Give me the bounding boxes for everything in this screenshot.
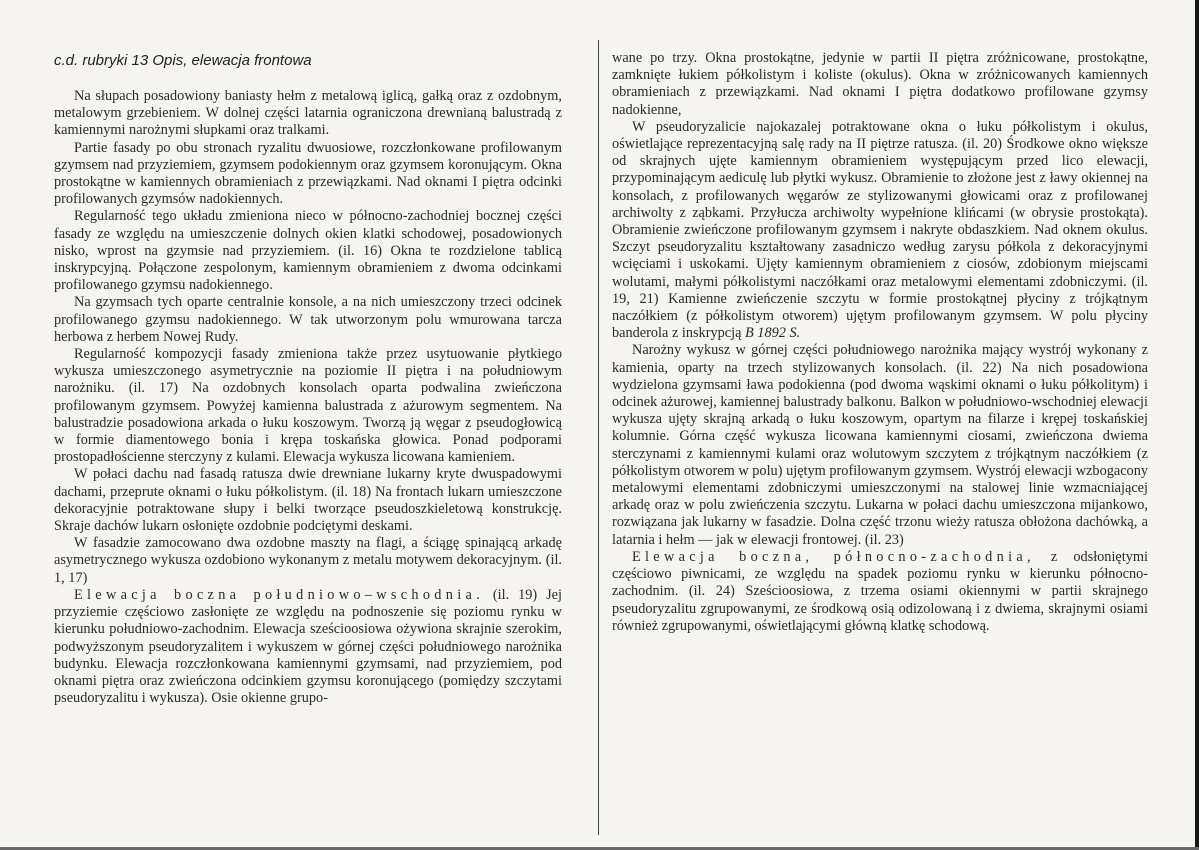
paragraph-text: W połaci dachu nad fasadą ratusza dwie drewniane lukarny kryte dwuspadowymi dachami, przeprute oknami o łuku półkolistym. (il. 18) Na frontach lukarn umieszczone dekoracyjnie potraktowane słupy i belki tworzące pseudoszkieletową konstrukcję. Skraje dachów lukarn osłonięte ozdobnie podciętymi deskami. bbox=[54, 466, 562, 535]
paragraph bbox=[612, 549, 1148, 635]
paragraph-text: (il. 19) Jej przyziemie częściowo zasłonięte ze względu na podnoszenie się poziomu rynku w kierunku południowo-zachodnim. Elewacja sześcioosiowa ożywiona skrajnie szerokim, podwyższonym pseudoryzalitem i wykuszem w górnej części południowego narożnika budynku. Elewacja rozczłonkowana kamiennymi gzymsami, nad przyziemiem, pod oknami piętra oraz zwieńczona odcinkiem gzymsu koronującego (pomiędzy szczytami pseudoryzalitu i wykusza). Osie okienne grupo- bbox=[54, 586, 562, 707]
elevation-heading: Elewacja boczna południowo–wschodnia. bbox=[74, 586, 484, 603]
page-edge-right bbox=[1195, 0, 1199, 850]
left-column-body bbox=[54, 88, 562, 707]
paragraph-text: wane po trzy. Okna prostokątne, jedynie w partii II piętra zróżnicowane, prostokątne, zamknięte łukiem półkolistym i koliste (okulus). Okna w zróżnicowanych kamiennych obramieniach z przewiązkami. Nad oknami I piętra dodatkowo profilowane gzymsy nadokienne, bbox=[612, 50, 1148, 118]
paragraph bbox=[54, 346, 562, 466]
paragraph-text: Regularność kompozycji fasady zmieniona także przez usytuowanie płytkiego wykusza umieszczonego asymetrycznie na poziomie II piętra i na południowym narożniku. (il. 17) Na ozdobnych konsolach oparta podwalina zwieńczona profilowanym gzymsem. Powyżej kamienna balustrada z ażurowym segmentem. Na balustradzie posadowiona arkada o łuku koszowym. Tworzą ją węgar z pseudogłowicą w formie diamentowego bonia i krępa toskańska głowica. Ponad podporami prostopadłościenne sterczyny z kulami. Elewacja wykusza licowana kamieniem. bbox=[54, 346, 562, 466]
paragraph bbox=[612, 119, 1148, 343]
inscription-text: B 1892 S. bbox=[745, 325, 801, 342]
left-column bbox=[54, 52, 562, 707]
paragraph-text: Narożny wykusz w górnej części południowego narożnika mający wystrój wykonany z kamienia, oparty na trzech stylizowanych konsolach. (il. 22) Na nich posadowiona wydzielona gzymsami ława podokienna (pod dwoma wąskimi oknami o łuku półkolitym) i odcinek ażurowej, kamiennej balustrady balkonu. Balkon w południowo-wschodniej elewacji wykusza ujęty skrajną arkadą o łuku koszowym, opartym na filarze i krępej toskańskiej kolumnie. Górna część wykusza licowana kamiennymi ciosami, zwieńczona dwiema sterczynami z kamiennymi kulami oraz wolutowym szczytem z trójkątnym naczółkiem (z półkolistym otworem w polu) ujętym profilowanym gzymsem. Wystrój elewacji wzbogacony metalowymi elementami zdobniczymi umieszczonymi na stalowej linie wzmacniającej arkadę oraz w polu zwieńczenia szczytu. Lukarna w połaci dachu umieszczona mijankowo, rozwiązana jak lukarny w fasadzie. Dolna część trzonu wieży ratusza obłożona dachówką, a latarnia i hełm — jak w elewacji frontowej. (il. 23) bbox=[612, 342, 1148, 548]
paragraph bbox=[54, 535, 562, 587]
paragraph bbox=[54, 140, 562, 209]
paragraph bbox=[612, 342, 1148, 548]
paragraph-text: W pseudoryzalicie najokazalej potraktowane okna o łuku półkolistym i okulus, oświetlające reprezentacyjną salę rady na II piętrze ratusza. (il. 20) Środkowe okno większe od skrajnych ujęte kamiennym obramieniem występującym przed lico elewacji, przypominającym aediculę lub płytki wykusz. Obramienie to złożone jest z ławy okiennej na konsolach, z profilowanych węgarów ze stylizowanymi głowicami oraz z profilowanej archiwolty z ząbkami. Przyłucza archiwolty wypełnione klińcami (w obrysie prostokąta). Obramienie zwieńczone profilowanym gzymsem i nakryte obdaszkiem. Nad oknem okulus. Szczyt pseudoryzalitu kształtowany zasadniczo według zarysu półkola z dekoracyjnymi wcięciami i uskokami. Ujęty kamiennym obramieniem z ciosów, zdobionym miejscami wolutami, małymi półkolistymi naczółkami oraz metalowymi elementami zdobniczymi. (il. 19, 21) Kamienne zwieńczenie szczytu w formie prostokątnej płyciny z trójkątnym naczółkiem (z półkolistym otworem) ujętym profilowanym gzymsem. W polu płyciny banderola z inskrypcją bbox=[612, 118, 1148, 342]
paragraph-text: Regularność tego układu zmieniona nieco w północno-zachodniej bocznej części fasady ze względu na umieszczenie dolnych okien klatki schodowej, posadowionych nisko, wprost na gzymsie nad przyziemiem. (il. 16) Okna te rozdzielone tablicą inskrypcyjną. Połączone zespolonym, kamiennym obramieniem z dwoma odcinkami profilowanego gzymsu nadokiennego. bbox=[54, 208, 562, 294]
paragraph-text: Partie fasady po obu stronach ryzalitu dwuosiowe, rozczłonkowane profilowanym gzymsem nad przyziemiem, gzymsem podokiennym oraz gzymsem koronującym. Okna prostokątne w kamiennych obramieniach z przewiązkami. Nad oknami I piętra odcinki profilowanych gzymsów nadokiennych. bbox=[54, 139, 562, 208]
paragraph bbox=[54, 587, 562, 707]
paragraph bbox=[54, 208, 562, 294]
paragraph bbox=[54, 294, 562, 346]
paragraph-text: z odsłoniętymi częściowo piwnicami, ze względu na spadek poziomu rynku w kierunku północno-zachodnim. (il. 24) Sześcioosiowa, z trzema osiami okiennymi w partii skrajnego pseudoryzalitu zgrupowanymi, ze środkową osią odizolowaną i z dwiema, skrajnymi osiami również zgrupowanymi, oświetlającymi główną klatkę schodową. bbox=[612, 548, 1148, 634]
paragraph-text: Na słupach posadowiony baniasty hełm z metalową iglicą, gałką oraz z ozdobnym, metalowym grzebieniem. W dolnej części latarnia ograniczona drewnianą balustradą z kamiennymi narożnymi słupkami oraz tralkami. bbox=[54, 88, 562, 139]
right-column bbox=[612, 50, 1148, 635]
section-heading: c.d. rubryki 13 Opis, elewacja frontowa bbox=[54, 52, 312, 69]
elevation-heading: Elewacja boczna, północno-zachodnia, bbox=[632, 548, 1035, 565]
paragraph-text: W fasadzie zamocowano dwa ozdobne maszty na flagi, a ściągę spinającą arkadę asymetrycznego wykusza ozdobiono wykonanym z metalu motywem dekoracyjnym. (il. 1, 17) bbox=[54, 535, 562, 586]
paragraph bbox=[612, 50, 1148, 119]
column-divider bbox=[598, 40, 599, 835]
paragraph bbox=[54, 466, 562, 535]
right-column-body bbox=[612, 50, 1148, 635]
paragraph bbox=[54, 88, 562, 140]
paragraph-text: Na gzymsach tych oparte centralnie konsole, a na nich umieszczony trzeci odcinek profilowanego gzymsu nadokiennego. W tak utworzonym polu wmurowana tarcza herbowa z herbem Nowej Rudy. bbox=[54, 294, 562, 345]
